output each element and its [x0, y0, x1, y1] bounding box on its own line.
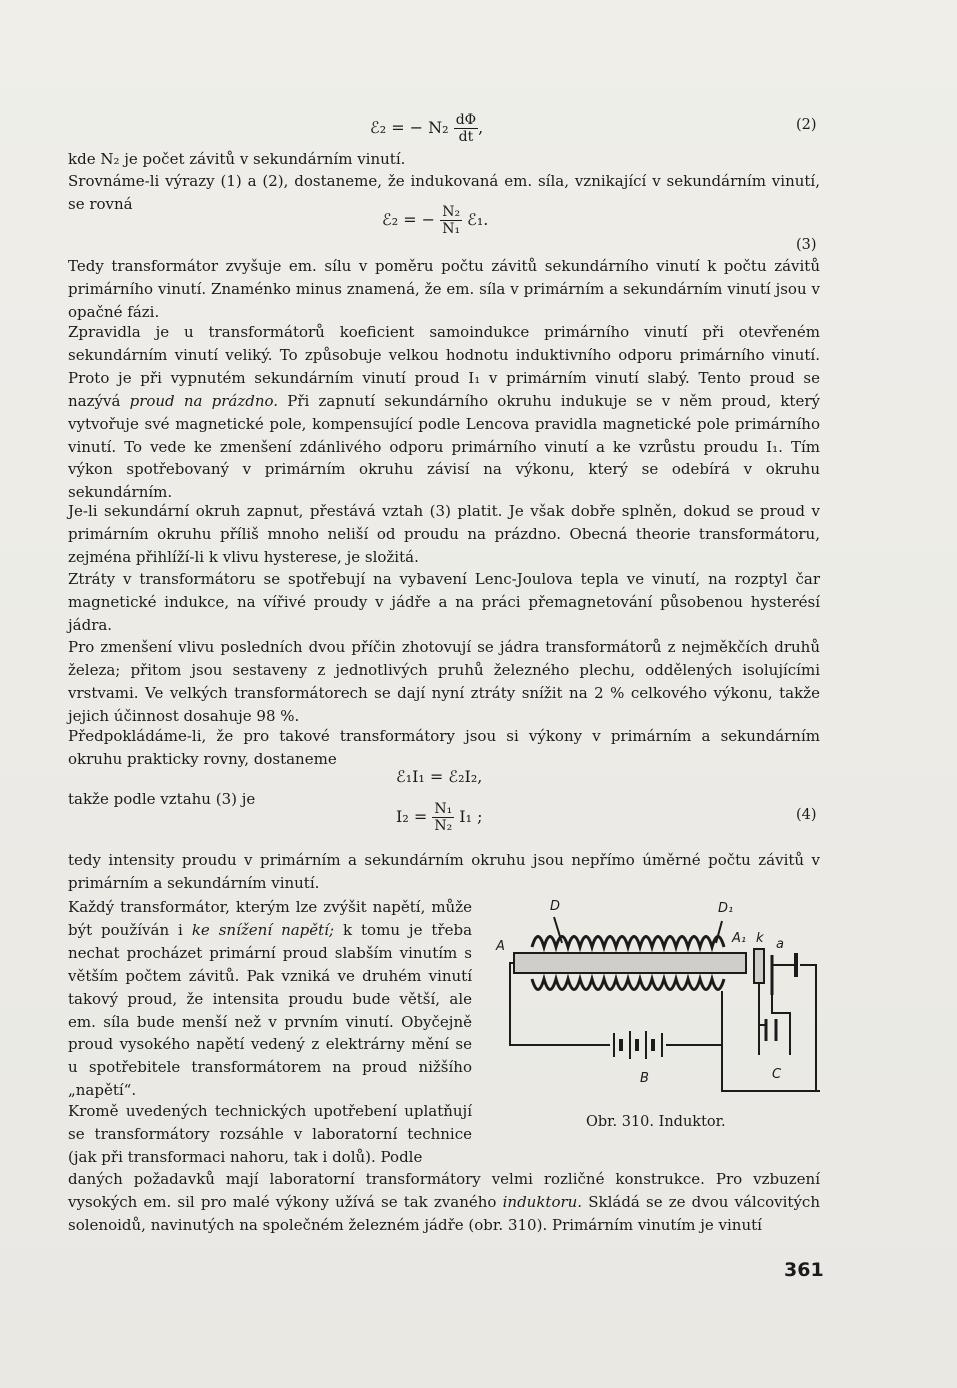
paragraph-5: Je-li sekundární okruh zapnut, přestává vztah (3) platit. Je však dobře splněn, dokud se proud v primárním okruhu příliš mnoho neliší od proudu na prázdno. Obecná theorie transformátoru, zejména přihlíží-li k vlivu hysterese, je složitá. — [68, 502, 820, 566]
paragraph-4-emphasis: proud na prázdno. — [129, 391, 279, 410]
label-D1: D₁ — [718, 901, 734, 916]
paragraph-6: Ztráty v transformátoru se spotřebují na vybavení Lenc-Joulova tepla ve vinutí, na rozptyl čar magnetické indukce, na vířivé proudy v jádře a na práci přemagnetování působenou hysterésí jádra. — [68, 570, 820, 634]
paragraph-13-emphasis: induktoru. — [502, 1192, 583, 1211]
paragraph-13 — [68, 1168, 820, 1237]
battery — [614, 1031, 662, 1059]
formula-power: ℰ₁I₁ = ℰ₂I₂, — [396, 767, 483, 786]
label-B: B — [640, 1071, 649, 1086]
formula-2-denominator: dt — [458, 129, 474, 145]
primary-wire-left — [510, 963, 610, 1045]
interrupter-hammer — [754, 949, 764, 983]
label-a: a — [776, 937, 784, 952]
formula-2-numerator: dΦ — [455, 112, 477, 128]
figure-caption: Obr. 310. Induktor. — [586, 1114, 726, 1130]
formula-3-denominator: N₁ — [442, 221, 461, 237]
paragraph-9: takže podle vztahu (3) je — [68, 790, 256, 808]
formula-4-fraction — [432, 801, 454, 834]
paragraph-11-part-2: k tomu je třeba nechat procházet primární proud slabším vinutím s větším počtem závitů. Pak vzniká ve druhém vinutí takový proud, že intensita proudu bude větší, ale em. síla bude menší než v prvním vinutí. Obyčejně proud vysokého napětí vedený z elektrárny mění se u spotřebitele transformátorem na proud nižšího „napětí“. — [68, 920, 473, 1100]
equation-number-3: (3) — [796, 237, 817, 253]
inductor-figure — [490, 895, 820, 1110]
paragraph-13-part-1: daných požadavků mají laboratorní transformátory velmi rozličné konstrukce. Pro vzbuzení vysokých em. sil pro malé výkony užívá se tak zvaného — [68, 1170, 820, 1211]
inductor-diagram — [490, 895, 820, 1110]
paragraph-4 — [68, 321, 820, 504]
formula-2-lhs: ℰ₂ = − N₂ — [370, 118, 449, 137]
paragraph-4-part-2: Při zapnutí sekundárního okruhu indukuje se v něm proud, který vytvořuje své magnetické pole, kompensující podle Lencova pravidla magnetické pole primárního vinutí. To vede ke zmenšení zdánlivého odporu primárního vinutí a ke vzrůstu proudu I₁. Tím výkon spotřebovaný v primárním okruhu závisí na výkonu, který se odebírá v okruhu sekundárním. — [68, 391, 820, 502]
formula-3-numerator: N₂ — [442, 204, 461, 220]
formula-4 — [396, 801, 483, 834]
label-D: D — [550, 899, 561, 914]
formula-4-numerator: N₁ — [434, 801, 453, 817]
formula-2-fraction — [454, 112, 478, 145]
paragraph-11-emphasis: ke snížení napětí; — [191, 920, 335, 939]
paragraph-8: Předpokládáme-li, že pro takové transformátory jsou si výkony v primárním a sekundárním okruhu prakticky rovny, dostaneme — [68, 727, 820, 768]
paragraph-12: Kromě uvedených technických upotřebení uplatňují se transformátory rozsáhle v laboratorní technice (jak při transformaci nahoru, tak i dolů). Podle — [68, 1102, 472, 1166]
formula-3-fraction — [440, 204, 462, 237]
primary-wire-right — [666, 991, 722, 1045]
paragraph-11 — [68, 896, 472, 1102]
formula-4-lhs: I₂ = — [396, 807, 428, 826]
formula-3-lhs: ℰ₂ = − — [382, 210, 436, 229]
page-number: 361 — [784, 1259, 824, 1281]
formula-4-denominator: N₂ — [434, 818, 453, 834]
formula-2: ℰ₂ = − N₂ $\frac{d\Phi}{dt}$ , — [370, 112, 484, 145]
capacitor — [766, 1019, 776, 1041]
capacitor-wire-left — [759, 983, 766, 1025]
paragraph-10: tedy intensity proudu v primárním a sekundárním okruhu jsou nepřímo úměrné počtu závitů v primárním a sekundárním vinutí. — [68, 851, 820, 892]
contact-wire — [800, 965, 816, 1091]
formula-4-rhs: I₁ ; — [459, 807, 483, 826]
label-C: C — [772, 1067, 782, 1082]
paragraph-11-part-1: Každý transformátor, kterým lze zvýšit napětí, může být používán i — [68, 898, 472, 939]
paragraph-4-part-1: Zpravidla je u transformátorů koeficient samoindukce primárního vinutí při otevřeném sekundárním vinutí veliký. To způsobuje velkou hodnotu induktivního odporu primárního vinutí. Proto je při vypnutém sekundárním vinutí proud I₁ v primárním vinutí slabý. Tento proud se nazývá — [68, 323, 820, 410]
equation-number-4: (4) — [796, 807, 817, 823]
label-k: k — [756, 931, 764, 946]
equation-number-2: (2) — [796, 117, 817, 133]
label-A1: A₁ — [732, 931, 747, 946]
iron-core — [514, 953, 746, 973]
paragraph-13-part-2: Skládá se ze dvou válcovitých solenoidů, navinutých na společném železném jádře (obr. 310). Primárním vinutím je vinutí — [68, 1192, 820, 1234]
formula-3-rhs: ℰ₁. — [467, 210, 489, 229]
paragraph-7: Pro zmenšení vlivu posledních dvou příčin zhotovují se jádra transformátorů z nejměkčích druhů železa; přitom jsou sestaveny z jednotlivých pruhů železného plechu, oddělených isolujícími vrstvami. Ve velkých transformátorech se dají nyní ztráty snížit na 2 % celkového výkonu, takže jejich účinnost dosahuje 98 %. — [68, 638, 820, 725]
paragraph-3: Tedy transformátor zvyšuje em. sílu v poměru počtu závitů sekundárního vinutí k počtu závitů primárního vinutí. Znaménko minus znamená, že em. síla v primárním a sekundárním vinutí jsou v opačné fázi. — [68, 257, 820, 321]
formula-3 — [382, 204, 488, 237]
label-A: A — [496, 939, 505, 954]
secondary-return — [722, 1045, 820, 1091]
paragraph-1: kde N₂ je počet závitů v sekundárním vinutí. — [68, 150, 406, 168]
paragraph-2: Srovnáme-li výrazy (1) a (2), dostaneme, že indukovaná em. síla, vznikající v sekundárním vinutí, se rovná — [68, 172, 820, 213]
